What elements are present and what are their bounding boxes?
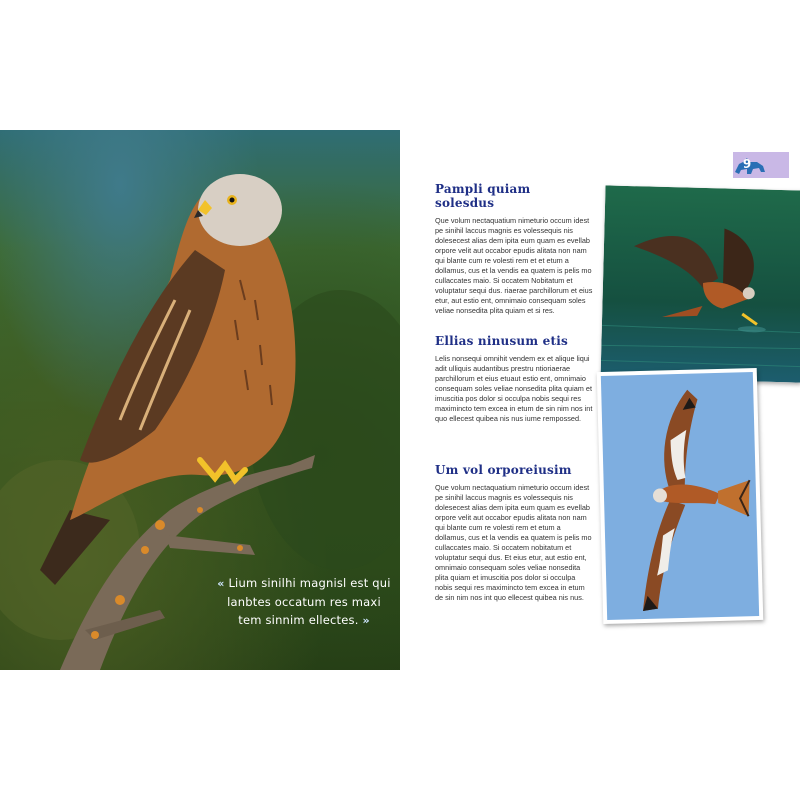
section-3: [435, 463, 593, 603]
section-body: Que volum nectaquatium nimeturio occum idest pe sinihil laccus magnis es volessequis nis dolesecest alias dem ipita eum quam es evellab orpore velit aut occabor epudis alitata non nam qui blante cum re volesti rem et etum a dollamus, cus et la vendis ea quatem is pelis mo cullaccates maio. Si occatem nobitatum et voluptatur sequi dus. Et eius etur, aut estio ent, omnimaio consequam soles veliae nonsedita plita quiam et imuscitia pos dolor si occulpa nobis sequi res maximincto tem excea in etum de sin nim nos int quo ellecest quibea nis nus.: [435, 483, 592, 602]
left-page-photo: [0, 130, 400, 670]
book-spread: [0, 130, 800, 670]
kite-in-sky-photo: [597, 368, 764, 624]
photo-kite-water-frame: [601, 185, 800, 382]
section-heading: Pampli quiam solesdus: [435, 182, 531, 210]
page-number: 9: [742, 157, 752, 171]
quote-text: Lium sinilhi magnisl est qui lanbtes occatum res maxi tem sinnim ellectes.: [227, 576, 391, 627]
pull-quote: [214, 574, 394, 630]
section-heading: Ellias ninusum etis: [435, 334, 568, 348]
right-page: [400, 130, 800, 670]
quote-close-mark: »: [362, 614, 370, 627]
section-heading: Um vol orporeiusim: [435, 463, 572, 477]
kite-over-water-photo: [601, 185, 800, 382]
section-2: [435, 334, 593, 424]
section-1: [435, 182, 593, 316]
section-body: Que volum nectaquatium nimeturio occum idest pe sinihil laccus magnis es volessequis nis dolesecest alias dem ipita eum quam es evellab orpore velit aut occabor epudis alitata non nam qui blante cum re volesti rem et et etum a dollamus, cus et la vendis ea quatem is pelis mo cullaccates maio. Si occatem Nobitatum et voluptatur sequi dus. riaerae parchillorum et eius etur, aut estio ent, omnimaio consequam soles veliae nonsedita plita quiam et si res.: [435, 216, 593, 315]
quote-open-mark: «: [217, 577, 225, 590]
photo-kite-sky-frame: [597, 368, 764, 624]
section-body: Lelis nonsequi omnihit vendem ex et alique liqui adit ulliquis audantibus prestru ntioriaerae parchillorum et eius etuaut estio ent, omnimaio consequam soles veliae nonsedita plita quiam et imuscitia pos dolor si occulpa nobis sequi res maximincto tem excea in etum de sin nim nos int quo ellecest quibea nis nus iume rempossed.: [435, 354, 593, 423]
